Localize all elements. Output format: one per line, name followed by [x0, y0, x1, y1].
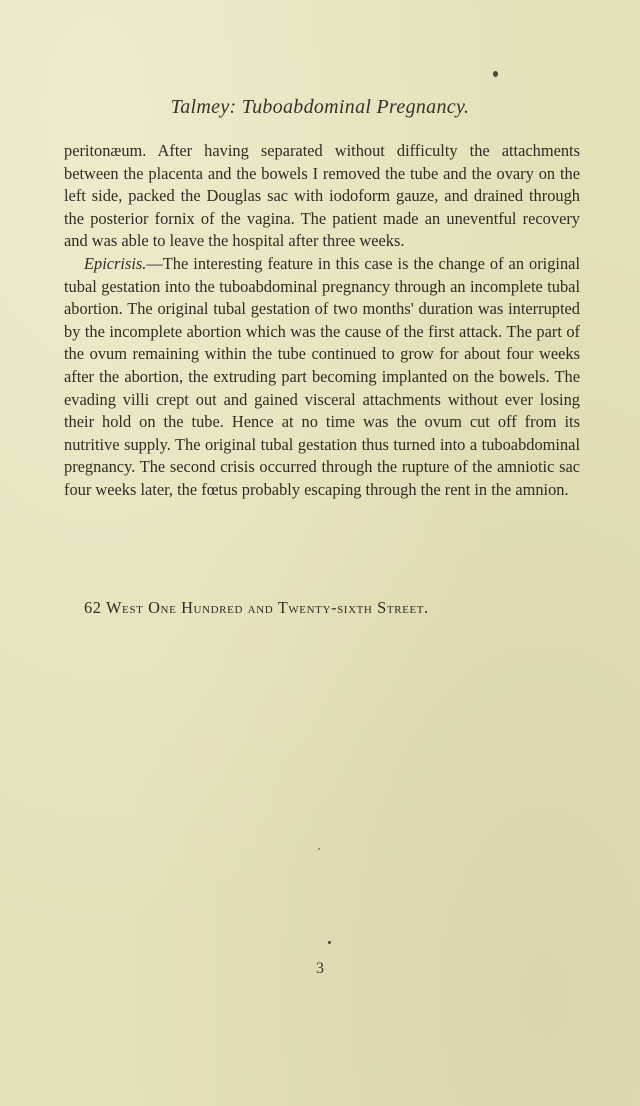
paragraph-1: peritonæum. After having separated without difficulty the attachments between the placenta and the bowels I removed the tube and the ovary on the left side, packed the Douglas sac with iodoform gauze, and drained through the posterior fornix of the vagina. The patient made an uneventful recovery and was able to leave the hospital after three weeks.	[64, 141, 580, 251]
page-number: 3	[316, 960, 324, 977]
body-text	[64, 140, 580, 502]
paper-speck	[328, 941, 331, 944]
running-head: Talmey: Tuboabdominal Pregnancy.	[170, 96, 470, 118]
paragraph-2-body: —The interesting feature in this case is the change of an original tubal gestation into the tuboabdominal pregnancy through an incomplete tubal abortion. The original tubal gestation of two months' duration was interrupted by the incomplete abortion which was the cause of the first attack. The part of the ovum remaining within the tube continued to grow for about four weeks after the abortion, the extruding part becoming implanted on the bowels. The evading villi crept out and gained visceral attachments without ever losing their hold on the tube. Hence at no time was the ovum cut off from its nutritive supply. The original tubal gestation thus turned into a tuboabdominal pregnancy. The second crisis occurred through the rupture of the amniotic sac four weeks later, the fœtus probably escaping through the rent in the amnion.	[64, 253, 580, 499]
paper-speck	[493, 71, 498, 77]
author-address: 62 West One Hundred and Twenty-sixth Street.	[84, 598, 429, 617]
paragraph-2-lead: Epicrisis.	[84, 253, 147, 273]
paragraph-2	[64, 253, 580, 502]
paper-speck	[318, 848, 320, 850]
